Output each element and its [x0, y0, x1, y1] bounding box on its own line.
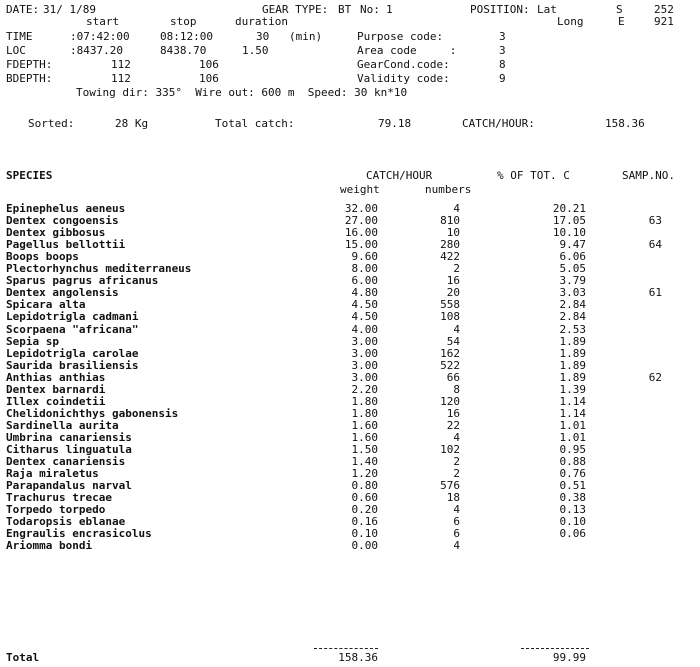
weight-value: 3.00: [351, 359, 378, 372]
numbers-column-header: numbers: [425, 183, 472, 196]
weight-value: 32.00: [344, 202, 378, 215]
validity-code-value: 9: [499, 72, 506, 85]
numbers-value: 120: [440, 395, 460, 408]
weight-value: 27.00: [344, 214, 378, 227]
percent-value: 0.06: [559, 527, 586, 540]
towing-line: Towing dir: 335° Wire out: 600 m Speed: 30 kn*10: [76, 86, 408, 99]
total-catch-value: 79.18: [378, 117, 412, 130]
numbers-value: 4: [453, 539, 460, 552]
gearcond-code-value: 8: [499, 58, 506, 71]
column-stop-label: stop: [170, 15, 197, 28]
weight-column-header: weight: [340, 183, 380, 196]
weight-value: 4.50: [351, 310, 378, 323]
species-name: Illex coindetii: [6, 395, 106, 408]
species-name: Dentex congoensis: [6, 214, 119, 227]
species-name: Boops boops: [6, 250, 79, 263]
time-duration: 30: [256, 30, 270, 43]
area-code-value: 3: [499, 44, 506, 57]
long-value: 921: [654, 15, 674, 28]
percent-value: 0.76: [559, 467, 586, 480]
species-name: Lepidotrigla carolae: [6, 347, 139, 360]
percent-value: 1.89: [559, 347, 586, 360]
numbers-value: 4: [453, 323, 460, 336]
weight-value: 4.80: [351, 286, 378, 299]
percent-value: 20.21: [552, 202, 586, 215]
numbers-value: 6: [453, 527, 460, 540]
loc-stop: 8438.70: [160, 44, 207, 57]
catch-per-hour-label: CATCH/HOUR:: [462, 117, 535, 130]
catch-per-hour-column-header: CATCH/HOUR: [366, 169, 433, 182]
purpose-code-label: Purpose code:: [357, 30, 444, 43]
numbers-value: 16: [446, 407, 460, 420]
time-start: :07:42:00: [70, 30, 130, 43]
bdepth-label: BDEPTH:: [6, 72, 53, 85]
numbers-value: 102: [440, 443, 460, 456]
weight-value: 1.60: [351, 419, 378, 432]
percent-value: 1.01: [559, 419, 586, 432]
numbers-value: 558: [440, 298, 460, 311]
percent-value: 2.84: [559, 298, 586, 311]
weight-value: 0.10: [351, 527, 378, 540]
gear-type-value: BT: [338, 3, 352, 16]
numbers-value: 108: [440, 310, 460, 323]
percent-value: 0.51: [559, 479, 586, 492]
percent-value: 10.10: [552, 226, 586, 239]
numbers-value: 810: [440, 214, 460, 227]
weight-value: 0.16: [351, 515, 378, 528]
numbers-value: 2: [453, 467, 460, 480]
species-name: Dentex gibbosus: [6, 226, 106, 239]
percent-value: 0.13: [559, 503, 586, 516]
total-catch-label: Total catch:: [215, 117, 295, 130]
weight-value: 4.00: [351, 323, 378, 336]
species-name: Pagellus bellottii: [6, 238, 126, 251]
time-unit: (min): [289, 30, 323, 43]
numbers-value: 18: [446, 491, 460, 504]
weight-value: 3.00: [351, 347, 378, 360]
total-weight-value: 158.36: [338, 651, 378, 664]
sample-number-value: 63: [648, 214, 662, 227]
station-no-value: 1: [386, 3, 393, 16]
percent-value: 1.14: [559, 407, 586, 420]
percent-value: 0.38: [559, 491, 586, 504]
sample-number-value: 64: [648, 238, 662, 251]
total-weight-rule: [314, 648, 378, 649]
purpose-code-value: 3: [499, 30, 506, 43]
weight-value: 1.20: [351, 467, 378, 480]
lat-direction: S: [616, 3, 623, 16]
species-name: Chelidonichthys gabonensis: [6, 407, 179, 420]
long-direction: E: [618, 15, 625, 28]
weight-value: 1.80: [351, 407, 378, 420]
species-name: Lepidotrigla cadmani: [6, 310, 139, 323]
weight-value: 2.20: [351, 383, 378, 396]
species-name: Parapandalus narval: [6, 479, 132, 492]
species-name: Dentex canariensis: [6, 455, 126, 468]
species-name: Saurida brasiliensis: [6, 359, 139, 372]
sorted-value: 28 Kg: [115, 117, 149, 130]
species-name: Todaropsis eblanae: [6, 515, 126, 528]
gear-type-label: GEAR TYPE:: [262, 3, 329, 16]
numbers-value: 4: [453, 431, 460, 444]
column-start-label: start: [86, 15, 120, 28]
weight-value: 1.40: [351, 455, 378, 468]
catch-per-hour-value: 158.36: [605, 117, 645, 130]
bdepth-stop: 106: [199, 72, 219, 85]
date-value: 31/ 1/89: [43, 3, 96, 16]
column-duration-label: duration: [235, 15, 288, 28]
loc-start: :8437.20: [70, 44, 123, 57]
loc-label: LOC: [6, 44, 26, 57]
numbers-value: 576: [440, 479, 460, 492]
lat-label: Lat: [537, 3, 557, 16]
percent-value: 9.47: [559, 238, 586, 251]
numbers-value: 8: [453, 383, 460, 396]
species-name: Trachurus trecae: [6, 491, 112, 504]
species-name: Dentex barnardi: [6, 383, 106, 396]
weight-value: 0.60: [351, 491, 378, 504]
date-label: DATE:: [6, 3, 40, 16]
percent-value: 5.05: [559, 262, 586, 275]
numbers-value: 2: [453, 262, 460, 275]
species-name: Ariomma bondi: [6, 539, 93, 552]
percent-value: 17.05: [552, 214, 586, 227]
percent-value: 6.06: [559, 250, 586, 263]
sorted-label: Sorted:: [28, 117, 75, 130]
weight-value: 16.00: [344, 226, 378, 239]
weight-value: 0.20: [351, 503, 378, 516]
weight-value: 3.00: [351, 371, 378, 384]
species-name: Raja miraletus: [6, 467, 99, 480]
numbers-value: 66: [446, 371, 460, 384]
weight-value: 9.60: [351, 250, 378, 263]
species-column-header: SPECIES: [6, 169, 53, 182]
time-stop: 08:12:00: [160, 30, 213, 43]
percent-value: 1.39: [559, 383, 586, 396]
numbers-value: 4: [453, 503, 460, 516]
sample-number-column-header: SAMP.NO.: [622, 169, 675, 182]
percent-value: 1.89: [559, 335, 586, 348]
percent-value: 1.01: [559, 431, 586, 444]
station-no-label: No:: [360, 3, 380, 16]
validity-code-label: Validity code:: [357, 72, 450, 85]
numbers-value: 54: [446, 335, 460, 348]
species-name: Engraulis encrasicolus: [6, 527, 152, 540]
numbers-value: 522: [440, 359, 460, 372]
weight-value: 8.00: [351, 262, 378, 275]
numbers-value: 2: [453, 455, 460, 468]
species-name: Anthias anthias: [6, 371, 106, 384]
sample-number-value: 61: [648, 286, 662, 299]
species-name: Torpedo torpedo: [6, 503, 106, 516]
numbers-value: 10: [446, 226, 460, 239]
loc-duration: 1.50: [242, 44, 269, 57]
total-pct-rule: [521, 648, 589, 649]
percent-value: 1.14: [559, 395, 586, 408]
area-code-label: Area code :: [357, 44, 457, 57]
species-name: Sparus pagrus africanus: [6, 274, 159, 287]
weight-value: 0.80: [351, 479, 378, 492]
species-name: Umbrina canariensis: [6, 431, 132, 444]
position-label: POSITION:: [470, 3, 530, 16]
percent-value: 3.03: [559, 286, 586, 299]
weight-value: 1.80: [351, 395, 378, 408]
numbers-value: 20: [446, 286, 460, 299]
weight-value: 4.50: [351, 298, 378, 311]
bdepth-start: 112: [111, 72, 131, 85]
percent-value: 0.88: [559, 455, 586, 468]
numbers-value: 6: [453, 515, 460, 528]
species-name: Spicara alta: [6, 298, 86, 311]
weight-value: 3.00: [351, 335, 378, 348]
species-name: Citharus linguatula: [6, 443, 132, 456]
species-name: Sardinella aurita: [6, 419, 119, 432]
long-label: Long: [557, 15, 584, 28]
weight-value: 0.00: [351, 539, 378, 552]
percent-value: 2.53: [559, 323, 586, 336]
weight-value: 1.60: [351, 431, 378, 444]
percent-of-total-column-header: % OF TOT. C: [497, 169, 570, 182]
species-name: Epinephelus aeneus: [6, 202, 126, 215]
numbers-value: 16: [446, 274, 460, 287]
fdepth-start: 112: [111, 58, 131, 71]
percent-value: 0.95: [559, 443, 586, 456]
percent-value: 1.89: [559, 371, 586, 384]
total-pct-value: 99.99: [552, 651, 586, 664]
sample-number-value: 62: [648, 371, 662, 384]
gearcond-code-label: GearCond.code:: [357, 58, 450, 71]
fdepth-stop: 106: [199, 58, 219, 71]
percent-value: 2.84: [559, 310, 586, 323]
weight-value: 1.50: [351, 443, 378, 456]
percent-value: 0.10: [559, 515, 586, 528]
numbers-value: 4: [453, 202, 460, 215]
numbers-value: 162: [440, 347, 460, 360]
species-name: Plectorhynchus mediterraneus: [6, 262, 192, 275]
percent-value: 3.79: [559, 274, 586, 287]
total-label: Total: [6, 651, 40, 664]
weight-value: 6.00: [351, 274, 378, 287]
numbers-value: 422: [440, 250, 460, 263]
numbers-value: 280: [440, 238, 460, 251]
numbers-value: 22: [446, 419, 460, 432]
species-name: Scorpaena "africana": [6, 323, 139, 336]
weight-value: 15.00: [344, 238, 378, 251]
percent-value: 1.89: [559, 359, 586, 372]
species-name: Dentex angolensis: [6, 286, 119, 299]
fdepth-label: FDEPTH:: [6, 58, 53, 71]
species-name: Sepia sp: [6, 335, 59, 348]
time-label: TIME: [6, 30, 33, 43]
lat-value: 252: [654, 3, 674, 16]
